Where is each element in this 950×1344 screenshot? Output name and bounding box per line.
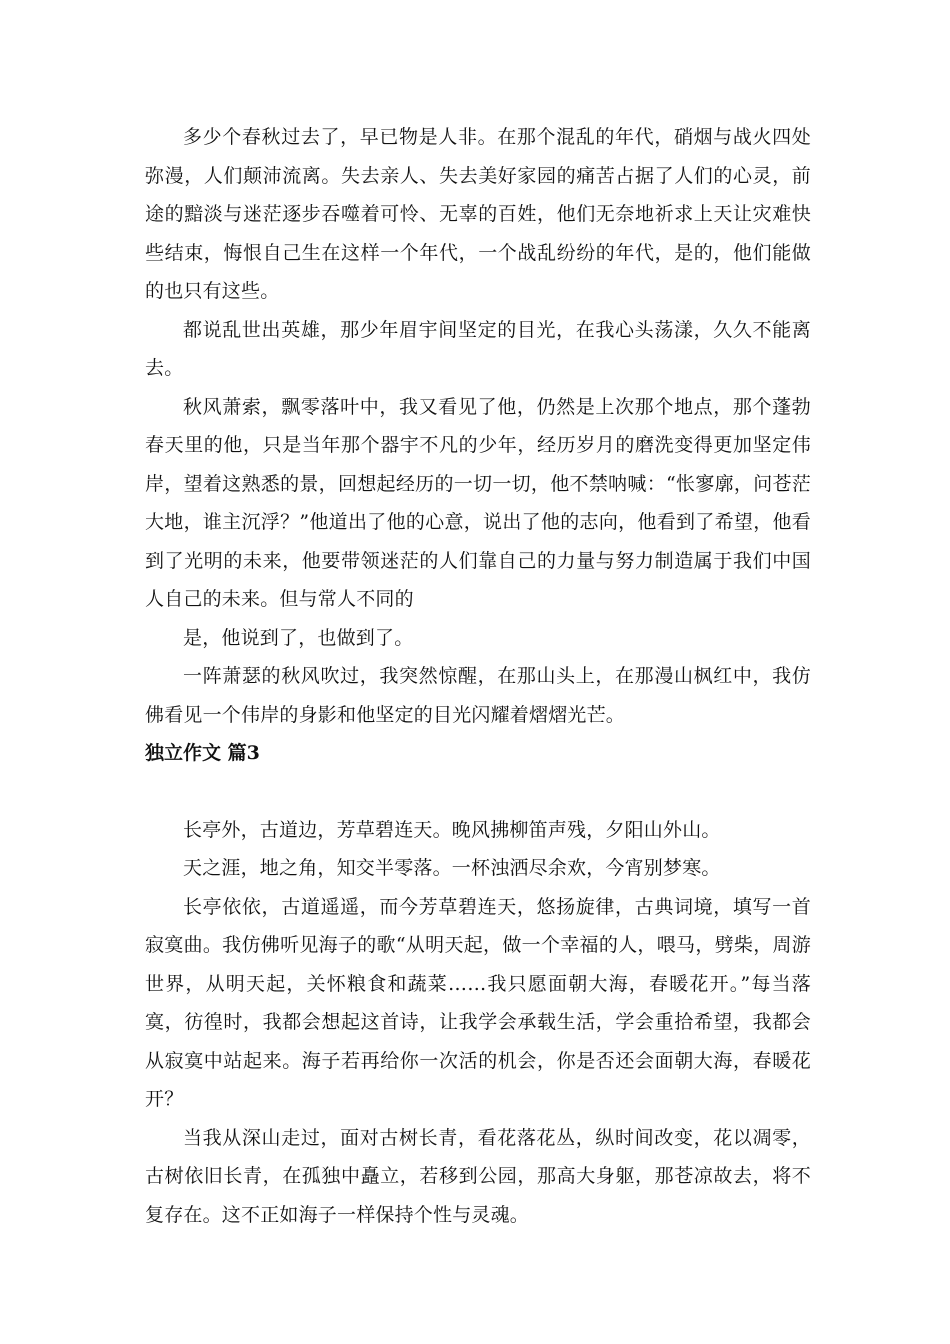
section-spacer [145, 773, 811, 811]
paragraph: 天之涯，地之角，知交半零落。一杯浊洒尽余欢，今宵别梦寒。 [183, 857, 721, 879]
paragraph: 长亭外，古道边，芳草碧连天。晚风拂柳笛声残，夕阳山外山。 [183, 818, 721, 841]
document-body [145, 118, 811, 1234]
paragraph: 当我从深山走过，面对古树长青，看花落花丛，纵时间改变，花以凋零，古树依旧长青，在孤独中矗立，若移到公园，那高大身躯，那苍凉故去，将不复存在。这不正如海子一样保持个性与灵魂。 [145, 1126, 811, 1226]
paragraph: 是，他说到了，也做到了。 [183, 626, 414, 649]
section-heading: 独立作文 篇3 [145, 742, 260, 764]
paragraph: 多少个春秋过去了，早已物是人非。在那个混乱的年代，硝烟与战火四处弥漫，人们颠沛流离。失去亲人、失去美好家园的痛苦占据了人们的心灵，前途的黯淡与迷茫逐步吞噬着可怜、无辜的百姓，他们无奈地祈求上天让灾难快些结束，悔恨自己生在这样一个年代，一个战乱纷纷的年代，是的，他们能做的也只有这些。 [145, 126, 811, 302]
paragraph: 长亭依依，古道遥遥，而今芳草碧连天，悠扬旋律，古典词境，填写一首寂寞曲。我仿佛听见海子的歌“从明天起，做一个幸福的人，喂马，劈柴，周游世界，从明天起，关怀粮食和蔬菜……我只愿面朝大海，春暖花开。”每当落寞，彷徨时，我都会想起这首诗，让我学会承载生活，学会重拾希望，我都会从寂寞中站起来。海子若再给你一次活的机会，你是否还会面朝大海，春暖花开？ [145, 895, 811, 1110]
paragraph: 一阵萧瑟的秋风吹过，我突然惊醒，在那山头上，在那漫山枫红中，我仿佛看见一个伟岸的身影和他坚定的目光闪耀着熠熠光芒。 [145, 665, 811, 726]
paragraph: 都说乱世出英雄，那少年眉宇间坚定的目光，在我心头荡漾，久久不能离去。 [145, 318, 811, 379]
paragraph: 秋风萧索，飘零落叶中，我又看见了他，仍然是上次那个地点，那个蓬勃春天里的他，只是当年那个器宇不凡的少年，经历岁月的磨洗变得更加坚定伟岸，望着这熟悉的景，回想起经历的一切一切，他不禁呐喊：“怅寥廓，问苍茫大地，谁主沉浮？”他道出了他的心意，说出了他的志向，他看到了希望，他看到了光明的未来，他要带领迷茫的人们靠自己的力量与努力制造属于我们中国人自己的未来。但与常人不同的 [145, 395, 811, 610]
